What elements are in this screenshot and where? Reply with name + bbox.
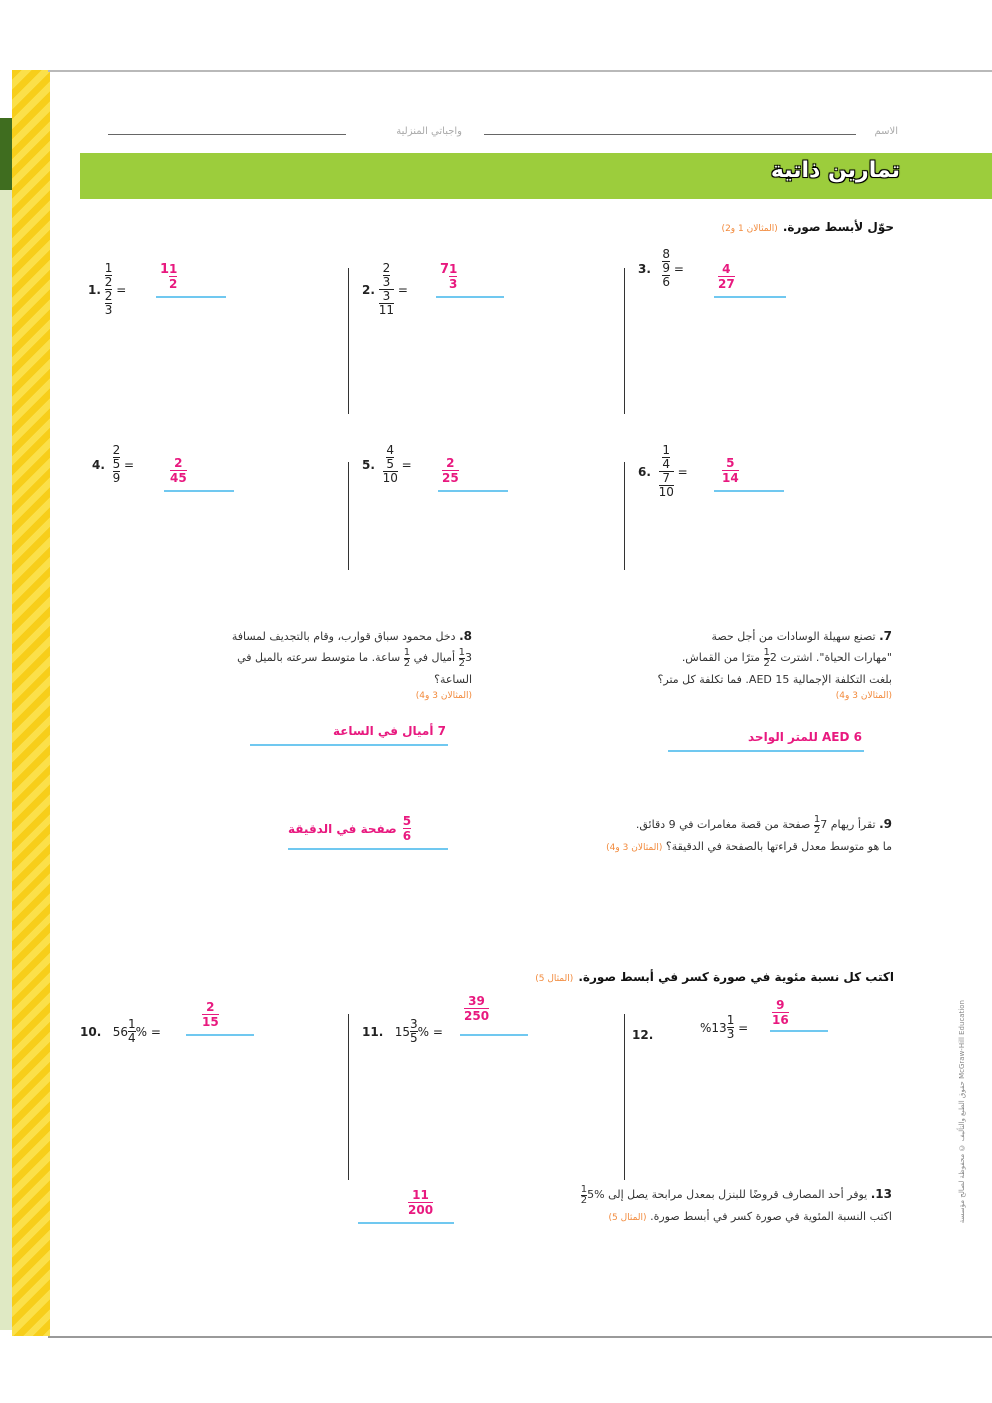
part2-tag: (المثال 5) <box>535 974 574 984</box>
answer-whole: 1 <box>160 262 170 277</box>
problem-number: 6. <box>638 464 651 479</box>
answer-line[interactable] <box>358 1222 454 1224</box>
answer-denominator: 45 <box>170 471 187 485</box>
answer-line[interactable] <box>668 750 864 752</box>
answer-line[interactable] <box>714 490 784 492</box>
denominator: 2 <box>580 1194 588 1206</box>
answer-line[interactable] <box>436 296 504 298</box>
section-title: تمارين ذاتية <box>770 158 900 183</box>
problem-number: 9. <box>879 817 892 831</box>
denominator: 4 <box>128 1031 136 1045</box>
numerator: 7 <box>662 471 671 485</box>
numerator: 1 <box>726 1013 735 1027</box>
answer-10 <box>202 1000 219 1029</box>
denominator: 5 <box>386 457 395 471</box>
problem-9 <box>472 814 892 859</box>
answer-11 <box>464 994 489 1023</box>
answer-5 <box>442 456 459 485</box>
numerator: 1 <box>763 646 770 658</box>
percent-sign: % <box>700 1020 712 1035</box>
denominator: 2 <box>813 824 821 836</box>
answer-denominator: 200 <box>408 1203 434 1217</box>
answer-fraction <box>449 262 457 291</box>
mixed-whole: 7 <box>820 818 828 831</box>
answer-line[interactable] <box>714 296 786 298</box>
problem-9-line2 <box>472 836 892 859</box>
complex-fraction <box>383 444 398 485</box>
numerator: 2 <box>382 261 391 275</box>
denominator: 11 <box>378 303 395 317</box>
complex-fraction <box>105 262 113 317</box>
problem-text: تقرأ ريهام <box>830 818 876 831</box>
left-margin-band <box>0 190 12 1330</box>
answer-numerator: 9 <box>776 998 785 1012</box>
denominator: 10 <box>382 471 398 485</box>
numerator: 2 <box>104 289 113 303</box>
answer-fraction <box>464 994 489 1023</box>
problem-number: 7. <box>879 629 892 643</box>
answer-denominator: 2 <box>169 277 178 291</box>
mixed-whole: 3 <box>465 651 472 664</box>
answer-2 <box>440 262 457 291</box>
answer-line[interactable] <box>288 848 448 850</box>
yellow-margin-stripe <box>12 70 50 1336</box>
homework-label: واجباتي المنزلية <box>396 126 462 137</box>
problem-text: "مهارات الحياة". اشترت <box>780 651 892 664</box>
column-divider <box>624 268 625 414</box>
mixed-fraction <box>128 1018 136 1045</box>
answer-numerator: 1 <box>449 262 458 276</box>
problem-number: 8. <box>459 629 472 643</box>
answer-denominator: 3 <box>449 277 458 291</box>
problem-1: 1. $\frac{\frac{1}{2}}{\frac{2}{3}}$ = <box>88 261 131 317</box>
complex-fraction <box>379 262 394 317</box>
answer-line[interactable] <box>770 1030 828 1032</box>
answer-numerator: 39 <box>468 994 485 1008</box>
answer-13 <box>408 1188 433 1217</box>
example-tag: (المثال 5) <box>608 1212 647 1223</box>
answer-6 <box>722 456 739 485</box>
answer-line[interactable] <box>438 490 508 492</box>
denominator: 5 <box>112 457 121 471</box>
denominator: 2 <box>403 657 411 669</box>
answer-3 <box>718 262 735 291</box>
problem-number: 1. <box>88 282 101 297</box>
answer-fraction <box>772 998 789 1027</box>
answer-12 <box>772 998 789 1027</box>
answer-fraction <box>403 814 411 843</box>
problem-text: أميال في <box>413 651 456 664</box>
answer-fraction <box>202 1000 219 1029</box>
mixed-whole: 15 <box>394 1024 410 1039</box>
numerator: 1 <box>458 646 465 658</box>
denominator: 6 <box>662 275 671 289</box>
answer-denominator: 6 <box>402 829 412 843</box>
problem-8-line1 <box>132 626 472 647</box>
numerator: 3 <box>410 1017 418 1031</box>
problem-13 <box>432 1184 892 1229</box>
mixed-whole: 13 <box>711 1020 727 1035</box>
problem-11: 11. 15 $\frac{3}{5}$ % = <box>362 1017 447 1045</box>
numerator: 4 <box>386 443 395 457</box>
problem-number: 11. <box>362 1024 384 1039</box>
problem-text: دخل محمود سباق قوارب، وقام بالتجديف لمسافة <box>231 630 456 643</box>
numerator: 1 <box>104 261 113 275</box>
answer-7: AED 6 للمتر الواحد <box>748 730 862 744</box>
hour-fraction <box>404 648 410 669</box>
answer-denominator: 250 <box>464 1009 490 1023</box>
answer-denominator: 15 <box>202 1015 219 1029</box>
answer-line[interactable] <box>156 296 226 298</box>
denominator: 3 <box>104 303 113 317</box>
part2-instruction: اكتب كل نسبة مئوية في صورة كسر في أبسط صورة. <box>578 970 894 984</box>
problem-number: 2. <box>362 282 375 297</box>
answer-8: 7 أميال في الساعة <box>332 724 446 738</box>
answer-fraction <box>408 1188 433 1217</box>
numerator: 1 <box>662 443 671 457</box>
problem-text: ما هو متوسط معدل قراءتها بالصفحة في الدقيقة؟ <box>665 839 892 853</box>
answer-line[interactable] <box>164 490 234 492</box>
page-frame <box>48 70 992 1338</box>
answer-denominator: 25 <box>442 471 459 485</box>
chapter-tab <box>0 118 12 190</box>
mixed-whole: 56 <box>112 1024 128 1039</box>
example-tag: (المثالان 3 و4) <box>606 842 663 853</box>
problem-13-line1 <box>432 1184 892 1206</box>
denominator: 9 <box>662 261 671 275</box>
denominator: 3 <box>726 1027 735 1041</box>
problem-10: 10. 56 $\frac{1}{4}$ % = <box>80 1017 165 1045</box>
column-divider <box>624 462 625 570</box>
answer-denominator: 16 <box>772 1013 789 1027</box>
problem-number: 13. <box>870 1187 892 1201</box>
problem-number: 4. <box>92 457 105 472</box>
problem-number: 10. <box>80 1024 102 1039</box>
percent-sign: % <box>417 1024 430 1039</box>
complex-fraction <box>659 444 674 499</box>
answer-4 <box>170 456 187 485</box>
mixed-fraction <box>410 1018 418 1045</box>
answer-1 <box>160 262 177 291</box>
answer-fraction <box>722 456 739 485</box>
numerator: 1 <box>403 646 411 658</box>
denominator: 5 <box>410 1031 418 1045</box>
answer-fraction <box>170 456 187 485</box>
answer-numerator: 11 <box>412 1188 429 1202</box>
answer-line[interactable] <box>460 1034 528 1036</box>
answer-fraction <box>169 262 177 291</box>
problem-5: 5. $\frac{\frac{4}{5}}{10}$ = <box>362 443 416 485</box>
problem-text: صفحة من قصة مغامرات في 9 دقائق. <box>635 818 811 831</box>
column-divider <box>624 1014 625 1180</box>
denominator: 9 <box>112 471 121 485</box>
homework-line <box>108 134 346 135</box>
column-divider <box>348 462 349 570</box>
problem-12: % 13 $\frac{1}{3}$ = <box>700 1013 749 1041</box>
problem-text: بلغت التكلفة الإجمالية AED 15. فما تكلفة كل متر؟ <box>657 672 892 686</box>
problem-text: اكتب النسبة المئوية في صورة كسر في أبسط صورة. <box>650 1209 892 1223</box>
denominator: 3 <box>382 275 391 289</box>
answer-denominator: 27 <box>718 277 735 291</box>
problem-text: ساعة. ما متوسط سرعته بالميل في <box>237 651 401 664</box>
copyright-note: حقوق الطبع والتأليف © محفوظة لصالح مؤسسة McGraw-Hill Education <box>958 1000 966 1224</box>
answer-numerator: 2 <box>446 456 455 470</box>
numerator: 3 <box>382 289 391 303</box>
answer-numerator: 2 <box>206 1000 215 1014</box>
numerator: 8 <box>662 247 671 261</box>
denominator: 2 <box>763 657 770 669</box>
numerator: 2 <box>112 443 121 457</box>
mixed-fraction <box>727 1014 735 1041</box>
example-tag: (المثالان 3 و4) <box>415 690 472 701</box>
name-label: الاسم <box>874 126 898 137</box>
problem-number: 3. <box>638 261 651 276</box>
part1-instruction: حوّل لأبسط صورة. <box>782 220 894 234</box>
part2-instruction-row <box>294 966 894 985</box>
complex-fraction <box>113 444 121 485</box>
problem-7 <box>602 626 892 702</box>
problem-8-line2 <box>132 647 472 669</box>
mixed-whole: 2 <box>769 651 777 664</box>
column-divider <box>348 1014 349 1180</box>
answer-numerator: 5 <box>402 814 412 828</box>
answer-line[interactable] <box>250 744 448 746</box>
problem-text: مترًا من القماش. <box>681 651 761 664</box>
part1-tag: (المثالان 1 و2) <box>721 224 778 234</box>
problem-text: يوفر أحد المصارف قروضًا للبنزل بمعدل مرابحة يصل إلى % <box>594 1188 868 1201</box>
answer-numerator: 1 <box>169 262 178 276</box>
part1-instruction-row <box>394 216 894 235</box>
problem-3: 3. $\frac{\frac{8}{9}}{6}$ = <box>638 247 688 289</box>
problem-13-line2 <box>432 1206 892 1229</box>
problem-4: 4. $\frac{\frac{2}{5}}{9}$ = <box>92 443 138 485</box>
answer-9 <box>288 814 438 843</box>
answer-denominator: 14 <box>722 471 739 485</box>
answer-numerator: 5 <box>726 456 735 470</box>
numerator: 1 <box>128 1017 136 1031</box>
problem-number: 12. <box>632 1028 654 1042</box>
denominator: 10 <box>658 485 674 499</box>
problem-text: الساعة؟ <box>434 672 472 686</box>
answer-fraction <box>718 262 735 291</box>
example-tag: (المثالان 3 و4) <box>835 690 892 701</box>
problem-8 <box>132 626 472 702</box>
problem-6: 6. $\frac{\frac{1}{4}}{\frac{7}{10}}$ = <box>638 443 692 499</box>
numerator: 1 <box>813 813 821 825</box>
problem-text: تصنع سهيلة الوسادات من أجل حصة <box>711 630 876 643</box>
problem-2: 2. $\frac{\frac{2}{3}}{\frac{3}{11}}$ = <box>362 261 412 317</box>
answer-whole: 7 <box>440 262 450 277</box>
problem-number: 5. <box>362 457 375 472</box>
denominator: 2 <box>104 275 113 289</box>
problem-7-line1 <box>602 626 892 647</box>
numerator: 1 <box>580 1183 588 1195</box>
answer-text: صفحة في الدقيقة <box>288 821 397 836</box>
complex-fraction <box>662 248 670 289</box>
column-divider <box>348 268 349 414</box>
mixed-whole: 5 <box>587 1188 595 1201</box>
denominator: 4 <box>662 457 671 471</box>
problem-7-line2 <box>602 647 892 669</box>
answer-fraction <box>442 456 459 485</box>
denominator: 2 <box>458 657 465 669</box>
answer-line[interactable] <box>186 1034 254 1036</box>
answer-numerator: 4 <box>722 262 731 276</box>
name-line <box>484 134 856 135</box>
answer-numerator: 2 <box>174 456 183 470</box>
percent-sign: % <box>135 1024 148 1039</box>
problem-9-line1 <box>472 814 892 836</box>
